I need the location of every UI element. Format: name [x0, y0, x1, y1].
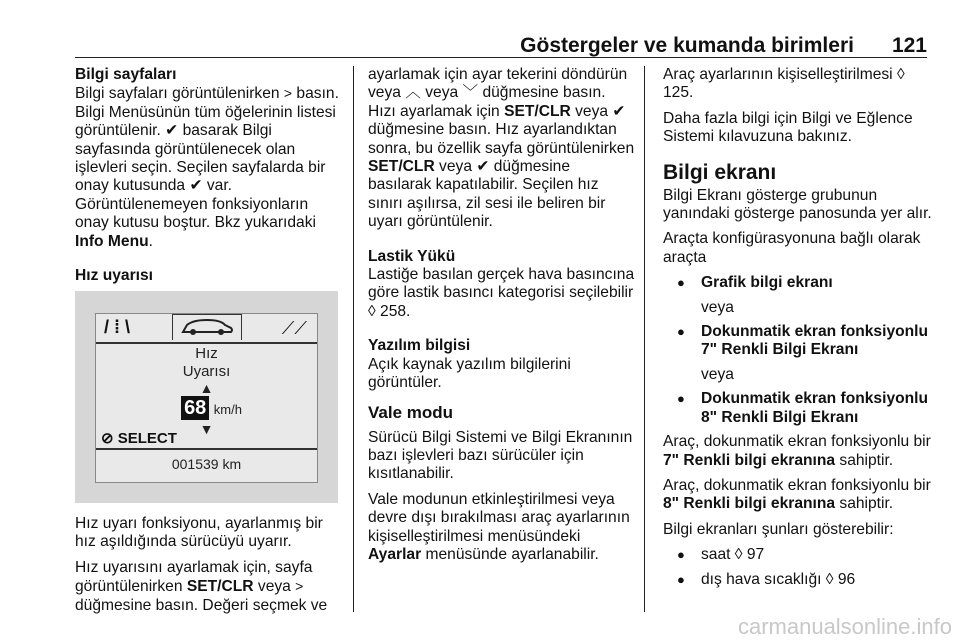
text: sahiptir.	[835, 451, 894, 469]
set-clr-ref: SET/CLR	[504, 102, 571, 120]
list-item: ● dış hava sıcaklığı ◊ 96	[663, 571, 933, 589]
text: veya	[420, 84, 463, 102]
paragraph-bilgi-sayfalari	[75, 84, 345, 251]
header-title: Göstergeler ve kumanda birimleri	[520, 34, 854, 57]
paragraph-bilgi-ekrani: Bilgi Ekranı gösterge grubunun yanındaki gösterge panosunda yer alır.	[663, 186, 932, 223]
text: Hız uyarısını ayarlamak için, sayfa görüntülenirken	[75, 558, 313, 596]
set-clr-ref: SET/CLR	[368, 158, 435, 176]
bold-text: 8" Renkli bilgi ekranına	[663, 495, 836, 513]
text: menüsünde ayarlanabilir.	[421, 545, 599, 563]
paragraph-daha-fazla-bilgi: Daha fazla bilgi için Bilgi ve Eğlence Sistemi kılavuzuna bakınız.	[663, 109, 913, 146]
paragraph-lastik-yuku	[368, 266, 636, 321]
display-options-list	[663, 323, 933, 360]
paragraph-yazilim-bilgisi: Açık kaynak yazılım bilgilerini görüntüler.	[368, 355, 571, 392]
wiper-icon: ⟋⟋	[281, 318, 307, 338]
text: basın. Bilgi Menüsünün tüm öğelerinin listesi görüntülenir.	[75, 85, 339, 140]
paragraph-hiz-ayar	[368, 66, 636, 232]
paragraph-gosterebilir: Bilgi ekranları şunları gösterebilir:	[663, 520, 894, 538]
left-column-lower	[75, 515, 345, 622]
page-ref-link[interactable]: ◊ 125.	[663, 66, 905, 102]
display-title-line1: Hız	[195, 345, 218, 362]
check-icon: ✔	[476, 158, 490, 176]
chevron-up-icon: ︿	[405, 84, 421, 102]
text: Bilgi sayfaları görüntülenirken	[75, 85, 284, 103]
check-icon: ✔	[189, 177, 203, 195]
car-icon	[173, 315, 241, 339]
paragraph-7-inch	[663, 433, 933, 470]
page-header	[0, 24, 927, 58]
page-number: 121	[891, 34, 927, 57]
header-rule	[75, 57, 927, 58]
display-speed: 68	[181, 396, 209, 420]
text: Araç, dokunmatik ekran fonksiyonlu bir	[663, 476, 931, 494]
heading-vale-modu: Vale modu	[368, 402, 454, 422]
heading-yazilim-bilgisi: Yazılım bilgisi	[368, 337, 471, 355]
check-icon: ✔	[612, 102, 626, 120]
info-menu-ref: Info Menu	[75, 232, 149, 250]
display-select-row	[101, 429, 177, 447]
display-select: SELECT	[117, 430, 177, 447]
display-screen	[95, 313, 318, 483]
text: veya	[253, 578, 296, 596]
text: veya	[434, 158, 477, 176]
list-item: ● Grafik bilgi ekranı	[663, 274, 933, 292]
text: düğmesine basın. Hızı ayarlamak için	[368, 84, 606, 120]
paragraph-8-inch	[663, 477, 933, 514]
select-check-icon: ⊘	[101, 430, 114, 447]
page-ref-link[interactable]: ◊ 258.	[368, 302, 411, 320]
text: düğmesine basın. Değeri seçmek ve	[75, 596, 328, 614]
heading-lastik-yuku: Lastik Yükü	[368, 247, 456, 265]
text: basarak Bilgi sayfasında görüntülenecek olan işlevleri seçin. Seçilen sayfalarda bir onay kutusunda	[75, 122, 326, 195]
check-icon: ✔	[165, 122, 179, 140]
text: Vale modunun etkinleştirilmesi veya devre dışı bırakılması araç ayarlarının kişiselleştirilmesi menüsündeki	[368, 490, 630, 545]
heading-hiz-uyarisi: Hız uyarısı	[75, 267, 153, 285]
text: veya	[570, 102, 613, 120]
arrow-right-icon: >	[295, 578, 304, 595]
chevron-down-icon: ﹀	[462, 84, 479, 102]
display-title-line2: Uyarısı	[182, 363, 231, 380]
text: düğmesine basılarak kapatılabilir. Seçilen hız sınırı aşılırsa, zil sesi ile beliren bir uyarı görüntülenir.	[368, 158, 606, 231]
up-arrow-icon: ▲	[199, 380, 214, 396]
text: sahiptir.	[835, 495, 894, 513]
list-item: ● Dokunmatik ekran fonksiyonlu 7" Renkli Bilgi Ekranı	[663, 323, 933, 360]
paragraph-hiz-uyari-fonksiyonu: Hız uyarı fonksiyonu, ayarlanmış bir hız aşıldığında sürücüyü uyarır.	[75, 515, 323, 551]
paragraph-konfigurasyon: Araçta konfigürasyonuna bağlı olarak araçta	[663, 230, 921, 266]
text: düğmesine basın. Hız ayarlandıktan sonra, bu özellik sayfa görüntülenirken	[368, 121, 635, 157]
display-options-list	[663, 274, 933, 292]
text: Araç ayarlarının kişiselleştirilmesi	[663, 66, 897, 83]
ayarlar-ref: Ayarlar	[368, 545, 422, 563]
arrow-right-icon: >	[283, 85, 293, 102]
display-options-list	[663, 390, 933, 427]
down-arrow-icon: ▼	[199, 421, 214, 437]
paragraph-hiz-uyarisi-ayarlama	[75, 559, 345, 615]
text: var. Görüntülenemeyen fonksiyonların onay kutusu boştur. Bkz yukarıdaki	[75, 177, 316, 232]
display-rule	[96, 448, 317, 450]
veya-text: veya	[701, 298, 734, 316]
paragraph-vale-modu-1: Sürücü Bilgi Sistemi ve Bilgi Ekranının bazı işlevleri bazı sürücüler için kısıtlanabilir.	[368, 428, 633, 483]
display-illustration	[75, 291, 338, 503]
text: .	[148, 232, 153, 250]
paragraph-arac-ayarlari	[663, 66, 933, 103]
shown-items-list	[663, 546, 933, 589]
column-divider-2	[644, 66, 645, 612]
right-column	[663, 66, 933, 595]
middle-column	[368, 66, 636, 571]
text: Araç, dokunmatik ekran fonksiyonlu bir	[663, 433, 931, 451]
watermark: carmanualsonline.info	[737, 614, 952, 639]
road-icon: / ⁞ \	[104, 317, 130, 337]
display-unit: km/h	[213, 402, 242, 417]
paragraph-vale-modu-2	[368, 491, 636, 565]
display-odometer: 001539 km	[171, 456, 242, 472]
text: ayarlamak için ayar tekerini döndürün veya	[368, 66, 628, 102]
veya-text: veya	[701, 365, 734, 383]
text: Lastiğe basılan gerçek hava basıncına göre lastik basıncı kategorisi seçilebilir	[368, 266, 635, 302]
list-item: ● saat ◊ 97	[663, 546, 933, 564]
bold-text: 7" Renkli bilgi ekranına	[663, 451, 836, 469]
set-clr-ref: SET/CLR	[186, 578, 254, 596]
heading-bilgi-sayfalari: Bilgi sayfaları	[75, 66, 177, 83]
display-speed-row	[96, 396, 317, 420]
display-top-bar	[96, 314, 317, 344]
display-tab-car	[172, 314, 242, 340]
left-column	[75, 66, 345, 292]
list-item: ● Dokunmatik ekran fonksiyonlu 8" Renkli Bilgi Ekranı	[663, 390, 933, 427]
heading-bilgi-ekrani: Bilgi ekranı	[663, 160, 777, 184]
column-divider-1	[353, 66, 354, 612]
